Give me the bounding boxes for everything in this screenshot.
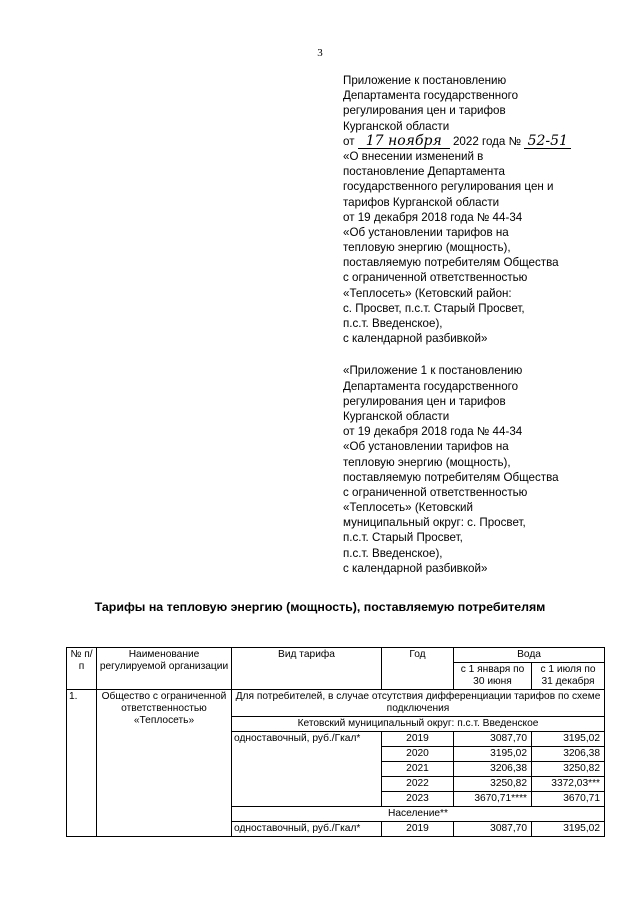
header-year: Год bbox=[382, 648, 454, 690]
appendix-line: с. Просвет, п.с.т. Старый Просвет, bbox=[343, 301, 525, 315]
appendix-line: с ограниченной ответственностью bbox=[343, 485, 528, 499]
handwritten-number: 52-51 bbox=[524, 135, 571, 149]
population-label: Население** bbox=[232, 807, 605, 822]
appendix-line: Курганской области bbox=[343, 119, 450, 133]
value-cell: 3670,71 bbox=[532, 792, 605, 807]
appendix-line: с календарной разбивкой» bbox=[343, 332, 488, 346]
value-cell: 3250,82 bbox=[454, 777, 532, 792]
appendix-line: «Об установлении тарифов на bbox=[343, 440, 509, 454]
header-org: Наименование регулируемой организации bbox=[97, 648, 232, 690]
appendix-line: «Об установлении тарифов на bbox=[343, 225, 509, 239]
appendix-line: «Приложение 1 к постановлению bbox=[343, 364, 523, 378]
year-cell: 2020 bbox=[382, 747, 454, 762]
tariff-table bbox=[66, 647, 605, 837]
appendix-line: тепловую энергию (мощность), bbox=[343, 455, 511, 469]
value-cell: 3670,71**** bbox=[454, 792, 532, 807]
year-cell: 2022 bbox=[382, 777, 454, 792]
appendix-line: государственного регулирования цен и bbox=[343, 180, 554, 194]
appendix-line: Департамента государственного bbox=[343, 379, 519, 393]
appendix-line: «О внесении изменений в bbox=[343, 149, 484, 163]
appendix-line: «Теплосеть» (Кетовский bbox=[343, 501, 473, 515]
appendix-line: Департамента государственного bbox=[343, 89, 519, 103]
appendix-line: п.с.т. Введенское), bbox=[343, 546, 443, 560]
appendix-line: Приложение к постановлению bbox=[343, 74, 507, 87]
appendix-line: муниципальный округ: с. Просвет, bbox=[343, 516, 526, 530]
header-water: Вода bbox=[454, 648, 605, 663]
date-prefix: от bbox=[343, 134, 355, 148]
year-cell: 2019 bbox=[382, 732, 454, 747]
value-cell: 3206,38 bbox=[454, 762, 532, 777]
appendix-line: тепловую энергию (мощность), bbox=[343, 241, 511, 255]
org-name: Общество с ограниченной ответственностью «Теплосеть» bbox=[97, 690, 232, 837]
appendix-line: постановление Департамента bbox=[343, 165, 505, 179]
year-cell: 2023 bbox=[382, 792, 454, 807]
appendix-line: регулирования цен и тарифов bbox=[343, 104, 506, 118]
value-cell: 3087,70 bbox=[454, 732, 532, 747]
appendix-line: с календарной разбивкой» bbox=[343, 561, 488, 575]
header-period-1: с 1 января по 30 июня bbox=[454, 663, 532, 690]
population-tariff-type: одноставочный, руб./Гкал* bbox=[232, 822, 382, 837]
appendix-line: с ограниченной ответственностью bbox=[343, 271, 528, 285]
table-header-row bbox=[67, 648, 605, 663]
table-row bbox=[67, 690, 605, 717]
district-label: Кетовский муниципальный округ: п.с.т. Введенское bbox=[232, 717, 605, 732]
appendix-header bbox=[343, 73, 613, 576]
page-number: 3 bbox=[317, 47, 323, 59]
appendix-line: тарифов Курганской области bbox=[343, 195, 500, 209]
tariff-type: одноставочный, руб./Гкал* bbox=[232, 732, 382, 807]
appendix-line: п.с.т. Старый Просвет, bbox=[343, 531, 463, 545]
handwritten-date: 17 ноября bbox=[358, 135, 450, 149]
appendix-line: «Теплосеть» (Кетовский район: bbox=[343, 286, 512, 300]
consumers-note: Для потребителей, в случае отсутствия дифференциации тарифов по схеме подключения bbox=[232, 690, 605, 717]
appendix-line: регулирования цен и тарифов bbox=[343, 394, 506, 408]
date-year-text: 2022 года № bbox=[452, 134, 522, 148]
year-cell: 2021 bbox=[382, 762, 454, 777]
header-num: № п/п bbox=[67, 648, 97, 690]
row-number: 1. bbox=[67, 690, 97, 837]
value-cell: 3250,82 bbox=[532, 762, 605, 777]
header-type: Вид тарифа bbox=[232, 648, 382, 690]
year-cell: 2019 bbox=[382, 822, 454, 837]
appendix-line: п.с.т. Введенское), bbox=[343, 317, 443, 330]
appendix-line: Курганской области bbox=[343, 409, 450, 423]
value-cell: 3087,70 bbox=[454, 822, 532, 837]
value-cell: 3195,02 bbox=[454, 747, 532, 762]
value-cell: 3206,38 bbox=[532, 747, 605, 762]
value-cell: 3372,03*** bbox=[532, 777, 605, 792]
header-period-2: с 1 июля по 31 декабря bbox=[532, 663, 605, 690]
value-cell: 3195,02 bbox=[532, 732, 605, 747]
value-cell: 3195,02 bbox=[532, 822, 605, 837]
appendix-line: от 19 декабря 2018 года № 44-34 bbox=[343, 210, 523, 224]
appendix-line: от 19 декабря 2018 года № 44-34 bbox=[343, 425, 523, 439]
appendix-line: поставляемую потребителям Общества bbox=[343, 256, 559, 270]
table-title: Тарифы на тепловую энергию (мощность), поставляемую потребителям bbox=[94, 600, 546, 614]
appendix-line: поставляемую потребителям Общества bbox=[343, 470, 559, 484]
date-line bbox=[343, 134, 613, 149]
